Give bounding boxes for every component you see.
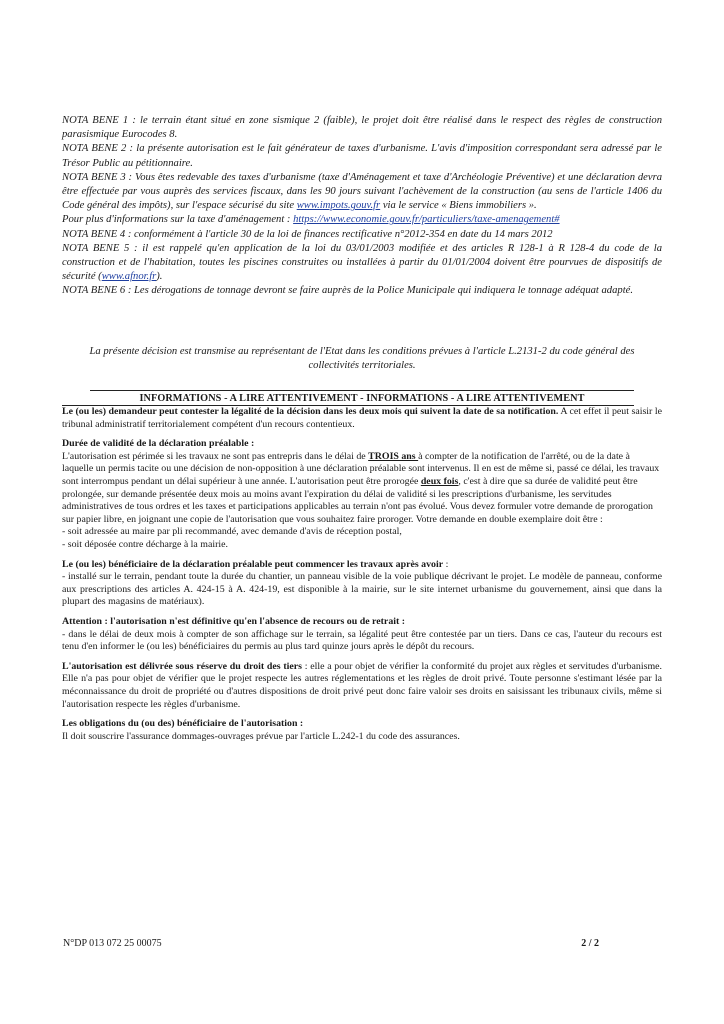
nota-bene-5-end: ).	[156, 271, 163, 283]
validity-text-2: à compter de la notification de l'arrêté, ou de la date à laquelle un permis tacite ou une décision de non-opposition à une déclaration préalable sont intervenus. Il en est de même si, passé ce délai, les travaux sont interrompus pendant un délai supérieur à une année. L'autorisation peut être prorogée	[62, 450, 660, 488]
information-title: INFORMATIONS - A LIRE ATTENTIVEMENT - INFORMATIONS - A LIRE ATTENTIVEMENT	[139, 393, 585, 405]
impots-link[interactable]: www.impots.gouv.fr	[296, 200, 381, 212]
obligations-heading: Les obligations du (ou des) bénéficiaire de l'autorisation :	[62, 718, 304, 730]
contest-bold: Le (ou les) demandeur peut contester la légalité de la décision dans les deux mois qui suivent la date de sa notification.	[62, 406, 559, 418]
validity-item-2: - soit déposée contre décharge à la mairie.	[62, 538, 228, 550]
nota-bene-4: NOTA BENE 4 : conformément à l'article 30 de la loi de finances rectificative n°2012-354 en date du 14 mars 2012	[62, 228, 553, 240]
validity-deux-fois: deux fois	[420, 476, 459, 488]
nota-bene-5-text: NOTA BENE 5 : il est rappelé qu'en application de la loi du 03/01/2003 modifiée et des articles R 128-1 à R 128-4 du code de la construction et de l'habitation, toutes les piscines construites ou installées à partir du 01/01/2004 doivent être pourvues de dispositifs de sécurité (	[62, 242, 662, 283]
contest-paragraph	[62, 406, 662, 431]
start-heading-colon: :	[443, 558, 449, 570]
transmission-notice: La présente décision est transmise au représentant de l'Etat dans les conditions prévues à l'article L.2131-2 du code général des collectivités territoriales.	[89, 345, 635, 371]
attention-body: - dans le délai de deux mois à compter de son affichage sur le terrain, sa légalité peut être contestée par un tiers. Dans ce cas, l'auteur du recours est tenu d'en informer le (ou les) bénéficiaires du permis au plus tard quinze jours après le dépôt du recours.	[62, 628, 662, 653]
taxe-info	[62, 213, 662, 227]
nota-bene-6: NOTA BENE 6 : Les dérogations de tonnage devront se faire auprès de la Police Municipale qui indiquera le tonnage adéquat adapté.	[62, 285, 633, 297]
start-body: - installé sur le terrain, pendant toute la durée du chantier, un panneau visible de la voie publique décrivant le projet. Le modèle de panneau, conforme aux prescriptions des articles A. 424-15 à A. 424-19, est disponible à la mairie, sur le site internet urbanisme du gouvernement, ainsi que dans la plupart des magasins de matériaux).	[62, 571, 662, 608]
information-block	[62, 406, 662, 743]
document-page	[62, 114, 662, 743]
nota-bene-1: NOTA BENE 1 : le terrain étant situé en zone sismique 2 (faible), le projet doit être réalisé dans le respect des règles de construction parasismique Eurocodes 8.	[62, 115, 662, 141]
validity-trois-ans: TROIS ans	[368, 450, 419, 462]
taxe-amenagement-link[interactable]: https://www.economie.gouv.fr/particuliers/taxe-amenagement#	[293, 214, 560, 226]
nota-bene-3-text: NOTA BENE 3 : Vous êtes redevable des taxes d'urbanisme (taxe d'Aménagement et taxe d'Archéologie Préventive) et une déclaration devra être effectuée par vous auprès des services fiscaux, dans les 90 jours suivant l'achèvement de la construction (au sens de l'article 1406 du Code général des impôts), sur l'espace sécurisé du site	[62, 171, 662, 212]
validity-text-3: , c'est à dire que sa durée de validité peut être prolongée, sur demande présentée deux mois au moins avant l'expiration du délai de validité si les prescriptions d'urbanisme, les servitudes administratives de tous ordres et les taxes et participations applicables au terrain n'ont pas évolué. Vous devez formuler votre demande de prorogation sur papier libre, en joignant une copie de l'autorisation que vous souhaitez faire proroger. Votre demande en double exemplaire doit être :	[62, 476, 653, 525]
validity-paragraph	[62, 451, 662, 527]
obligations-body: Il doit souscrire l'assurance dommages-ouvrages prévue par l'article L.242-1 du code des assurances.	[62, 730, 460, 742]
nota-bene-3-end: via le service « Biens immobiliers ».	[380, 200, 537, 212]
dossier-reference: N°DP 013 072 25 00075	[63, 938, 162, 949]
validity-text-1: L'autorisation est périmée si les travaux ne sont pas entrepris dans le délai de	[62, 450, 369, 462]
tiers-paragraph	[62, 661, 662, 711]
nota-bene-block	[62, 114, 662, 299]
nota-bene-2: NOTA BENE 2 : la présente autorisation est le fait générateur de taxes d'urbanisme. L'avis d'imposition correspondant sera adressé par le Trésor Public au pétitionnaire.	[62, 143, 662, 169]
page-number: 2 / 2	[581, 938, 599, 949]
start-heading-text: Le (ou les) bénéficiaire de la déclaration préalable peut commencer les travaux après avoir	[62, 558, 444, 570]
attention-heading: Attention : l'autorisation n'est définitive qu'en l'absence de recours ou de retrait :	[62, 615, 406, 627]
contest-rest: A cet effet il peut saisir le tribunal administratif territorialement compétent d'un recours contentieux.	[62, 406, 662, 430]
start-heading	[62, 559, 662, 572]
afnor-link[interactable]: www.afnor.fr	[101, 271, 157, 283]
taxe-info-text: Pour plus d'informations sur la taxe d'aménagement :	[62, 214, 294, 226]
top-divider	[90, 390, 634, 391]
validity-item-1: - soit adressée au maire par pli recommandé, avec demande d'avis de réception postal,	[62, 526, 402, 538]
nota-bene-3	[62, 171, 662, 214]
tiers-bold: L'autorisation est délivrée sous réserve du droit des tiers	[62, 660, 302, 672]
tiers-rest: : elle a pour objet de vérifier la conformité du projet aux règles et servitudes d'urbanisme. Elle n'a pas pour objet de vérifier que le projet respecte les autres réglementations et les règles de droit privé. Toute personne s'estimant lésée par la méconnaissance du droit de propriété ou d'autres dispositions de droit privé peut donc faire valoir ses droits en saisissant les tribunaux civils, même si l'autorisation respecte les règles d'urbanisme.	[62, 660, 662, 710]
nota-bene-5	[62, 242, 662, 285]
validity-heading: Durée de validité de la déclaration préalable :	[62, 438, 255, 450]
